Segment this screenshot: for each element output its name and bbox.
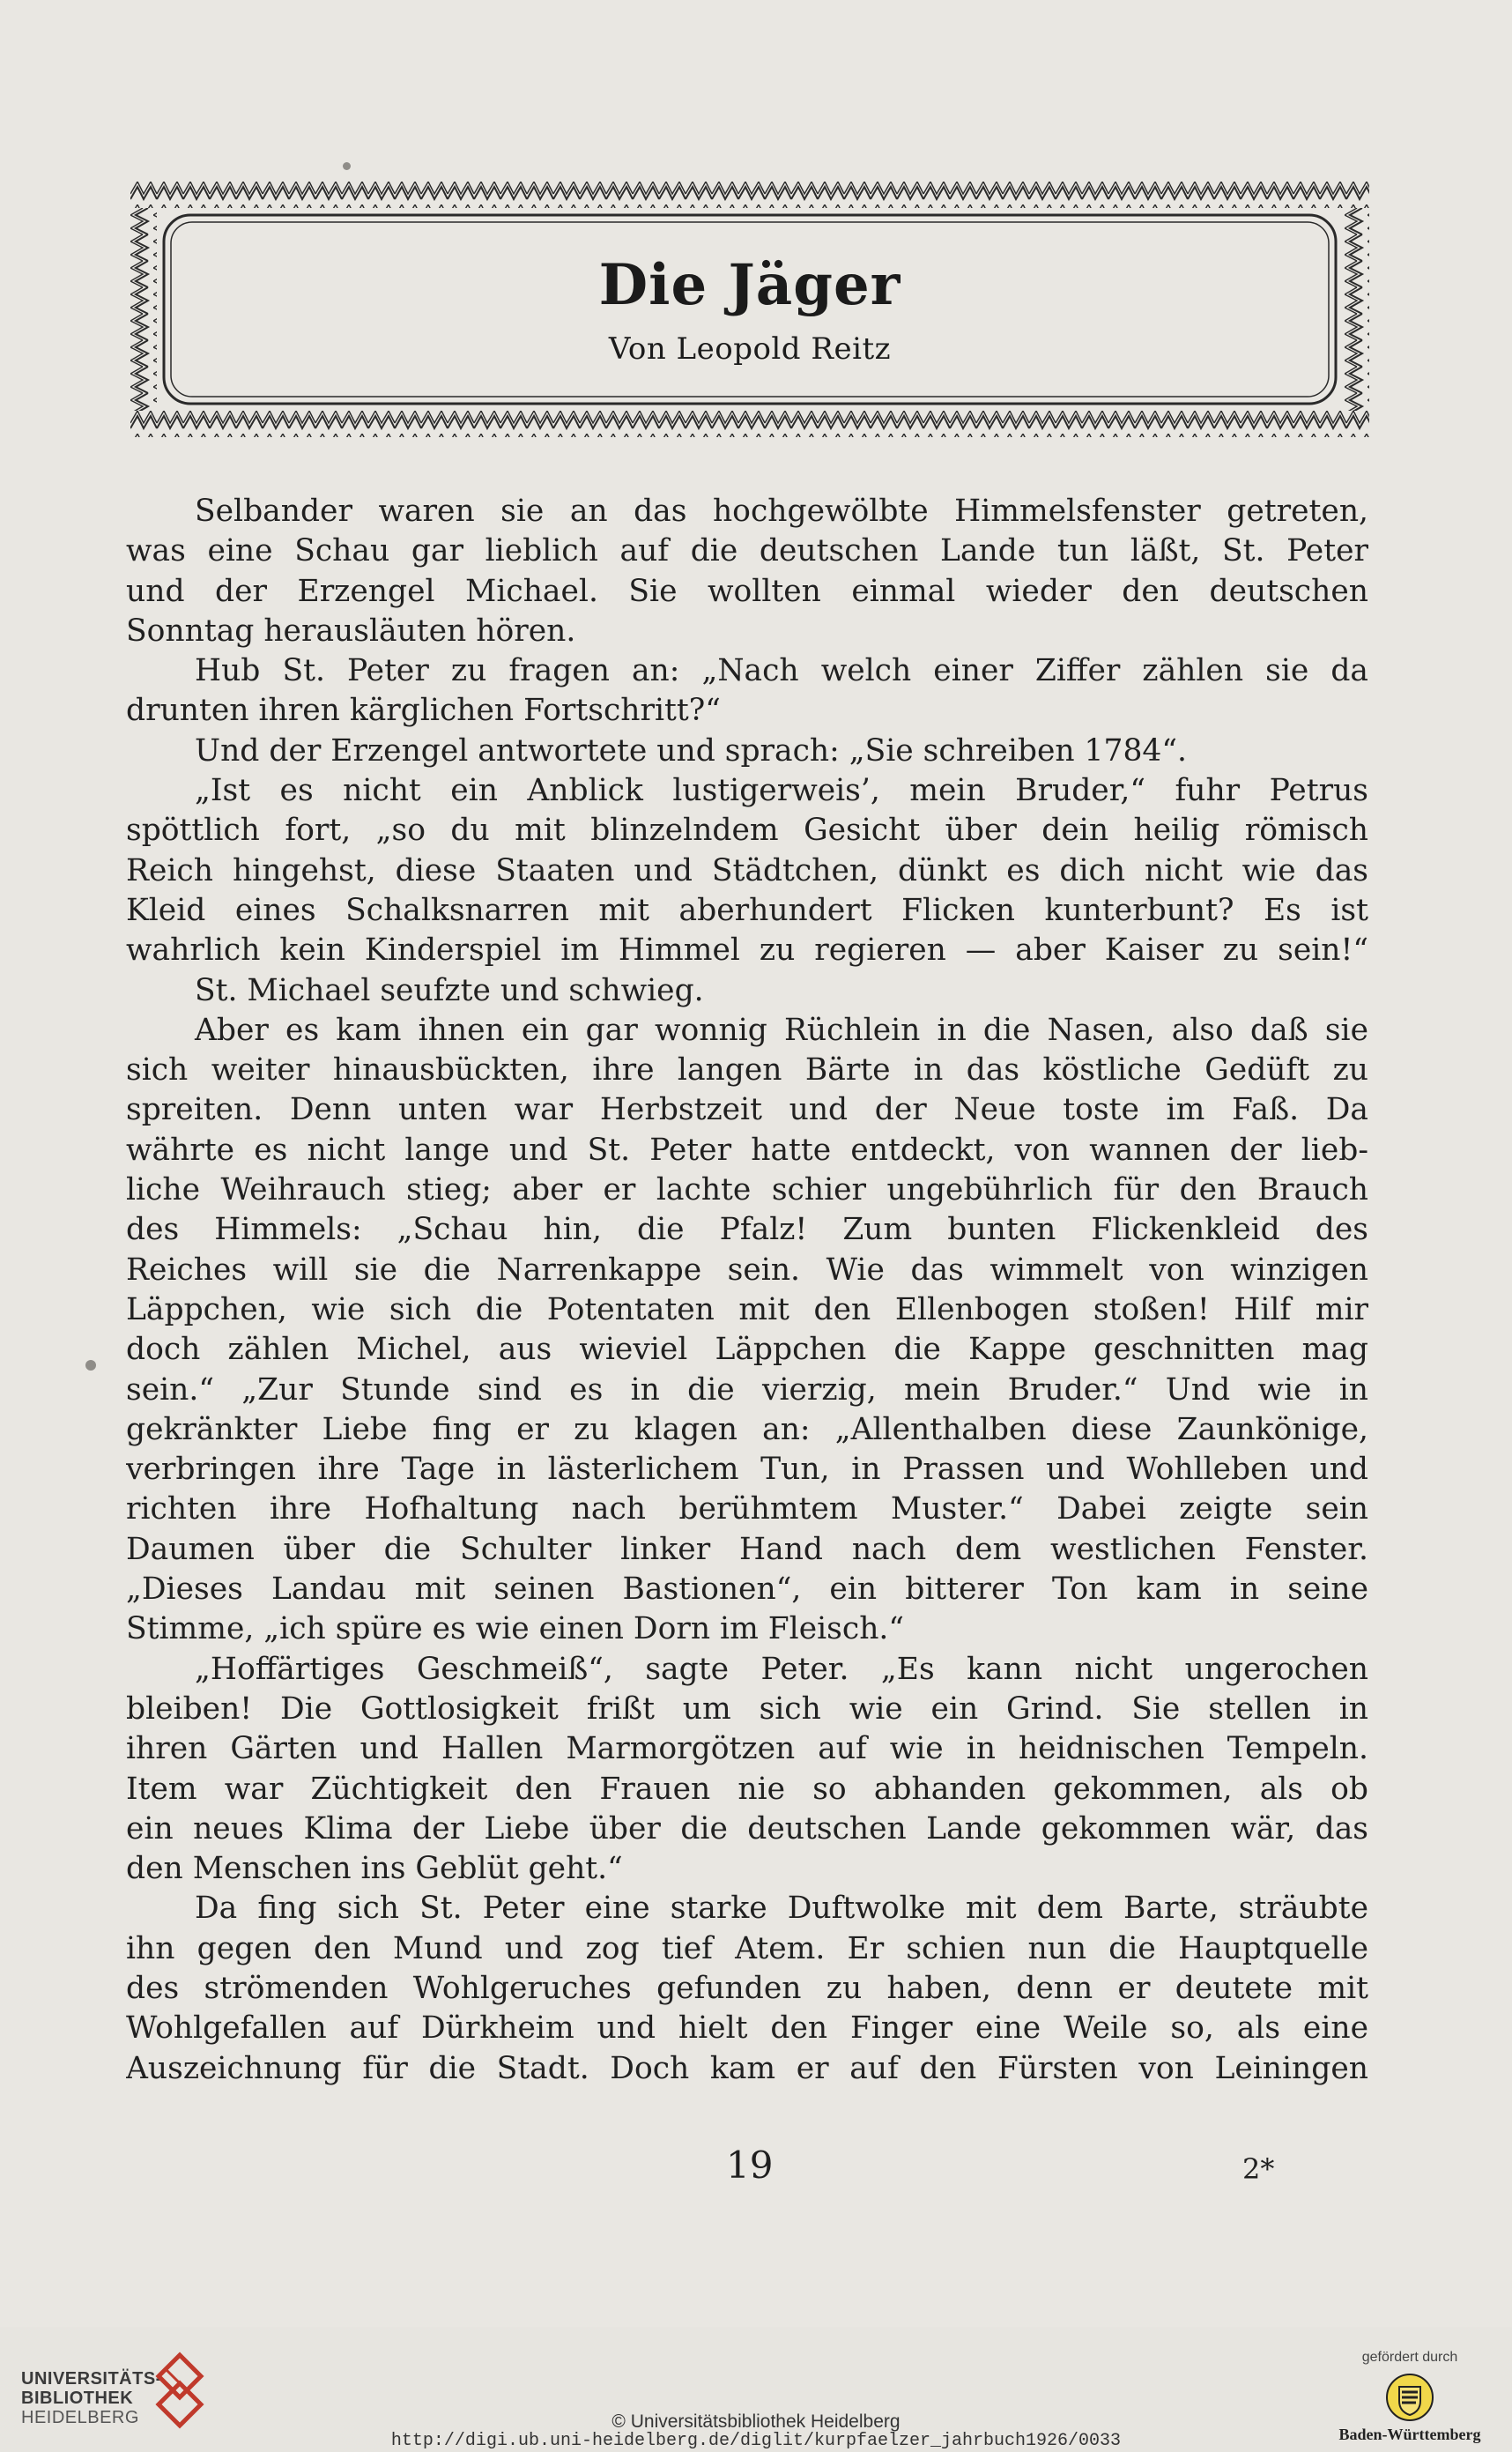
text-line: Kleid eines Schalksnarren mit aberhundert Flicken kunterbunt? Es ist: [126, 892, 1368, 928]
text-line: verbringen ihre Tage in lästerlichem Tun, in Prassen und Wohlleben und: [126, 1452, 1368, 1488]
text-line: Da fing sich St. Peter eine starke Duftwolke mit dem Barte, sträubte: [195, 1891, 1368, 1927]
text-line: Läppchen, wie sich die Potentaten mit den Ellenbogen stoßen! Hilf mir: [126, 1291, 1368, 1327]
text-line: Stimme, „ich spüre es wie einen Dorn im Fleisch.“: [126, 1611, 905, 1647]
sponsor-name: Baden-Württemberg: [1338, 2426, 1481, 2443]
text-line: „Dieses Landau mit seinen Bastionen“, ein bitterer Ton kam in seine: [126, 1572, 1368, 1608]
sheet-signature: 2*: [1242, 2152, 1275, 2186]
text-line: ein neues Klima der Liebe über die deutschen Lande gekommen wär, das: [126, 1810, 1368, 1846]
text-line: Item war Züchtigkeit den Frauen nie so abhanden gekommen, als ob: [126, 1771, 1368, 1807]
text-line: bleiben! Die Gottlosigkeit frißt um sich wie ein Grind. Sie stellen in: [126, 1690, 1368, 1727]
permalink-url[interactable]: http://digi.ub.uni-heidelberg.de/diglit/kurpfaelzer_jahrbuch1926/0033: [390, 2431, 1122, 2451]
text-line: ihren Gärten und Hallen Marmorgötzen auf wie in heidnischen Tempeln.: [126, 1731, 1368, 1767]
text-line: drunten ihren kärglichen Fortschritt?“: [126, 693, 721, 729]
state-crest-icon: [1385, 2373, 1434, 2422]
text-line: Daumen über die Schulter linker Hand nach dem westlichen Fenster.: [126, 1531, 1368, 1567]
text-line: Sonntag herausläuten hören.: [126, 613, 576, 649]
text-line: spöttlich fort, „so du mit blinzelndem Gesicht über dein heilig römisch: [126, 813, 1368, 849]
article-title: Die Jäger: [598, 252, 901, 318]
library-name-line3: HEIDELBERG: [21, 2408, 139, 2427]
text-line: „Ist es nicht ein Anblick lustigerweis’, mein Bruder,“ fuhr Petrus: [195, 773, 1368, 809]
text-line: sich weiter hinausbückten, ihre langen Bärte in das köstliche Gedüft zu: [126, 1052, 1368, 1089]
text-line: wahrlich kein Kinderspiel im Himmel zu regieren — aber Kaiser zu sein!“: [126, 933, 1368, 969]
title-ornament-frame: [130, 182, 1369, 437]
text-line: gekränkter Liebe fing er zu klagen an: „Allenthalben diese Zaunkönige,: [126, 1411, 1368, 1447]
text-line: Selbander waren sie an das hochgewölbte Himmelsfenster getreten,: [195, 494, 1368, 529]
text-line: währte es nicht lange und St. Peter hatte entdeckt, von wannen der lieb-: [126, 1132, 1368, 1168]
text-line: den Menschen ins Geblüt geht.“: [126, 1851, 623, 1887]
text-line: Reich hingehst, diese Staaten und Städtchen, dünkt es dich nicht wie das: [126, 852, 1368, 888]
text-line: doch zählen Michel, aus wieviel Läppchen die Kappe geschnitten mag: [126, 1332, 1368, 1368]
text-line: sein.“ „Zur Stunde sind es in die vierzig, mein Bruder.“ Und wie in: [126, 1371, 1368, 1408]
sponsor-block: [1322, 2350, 1498, 2444]
text-line: Aber es kam ihnen ein gar wonnig Rüchlein in die Nasen, also daß sie: [195, 1012, 1368, 1048]
text-line: St. Michael seufzte und schwieg.: [195, 972, 704, 1008]
text-line: spreiten. Denn unten war Herbstzeit und der Neue toste im Faß. Da: [126, 1092, 1368, 1128]
article-body: [126, 492, 1368, 2089]
speck-left-margin: [85, 1360, 96, 1371]
text-line: Wohlgefallen auf Dürkheim und hielt den Finger eine Weile so, als eine: [126, 2010, 1368, 2047]
page-number: 19: [726, 2144, 774, 2187]
speck-top: [343, 162, 351, 170]
text-line: Auszeichnung für die Stadt. Doch kam er auf den Fürsten von Leiningen: [126, 2050, 1368, 2086]
text-line: Reiches will sie die Narrenkappe sein. Wie das wimmelt von winzigen: [126, 1252, 1368, 1288]
article-author: Von Leopold Reitz: [608, 331, 892, 367]
text-line: des Himmels: „Schau hin, die Pfalz! Zum bunten Flickenkleid des: [126, 1212, 1368, 1248]
library-name-line1: UNIVERSITÄTS-: [21, 2369, 162, 2389]
text-line: Und der Erzengel antwortete und sprach: „Sie schreiben 1784“.: [195, 732, 1187, 769]
text-line: und der Erzengel Michael. Sie wollten einmal wieder den deutschen: [126, 573, 1368, 609]
text-line: richten ihre Hofhaltung nach berühmtem Muster.“ Dabei zeigte sein: [126, 1491, 1368, 1527]
text-line: des strömenden Wohlgeruches gefunden zu haben, denn er deutete mit: [126, 1970, 1368, 2006]
sponsor-label: gefördert durch: [1361, 2350, 1458, 2365]
text-line: liche Weihrauch stieg; aber er lachte schier ungebührlich für den Brauch: [126, 1172, 1368, 1208]
digitization-footer: [0, 2327, 1512, 2452]
text-line: Hub St. Peter zu fragen an: „Nach welch einer Ziffer zählen sie da: [195, 653, 1368, 689]
text-line: was eine Schau gar lieblich auf die deutschen Lande tun läßt, St. Peter: [126, 533, 1368, 569]
library-name-line2: BIBLIOTHEK: [21, 2389, 134, 2408]
text-line: „Hoffärtiges Geschmeiß“, sagte Peter. „Es kann nicht ungerochen: [195, 1651, 1368, 1687]
copyright-notice: © Universitätsbibliothek Heidelberg: [611, 2411, 901, 2432]
text-line: ihn gegen den Mund und zog tief Atem. Er schien nun die Hauptquelle: [126, 1930, 1368, 1966]
